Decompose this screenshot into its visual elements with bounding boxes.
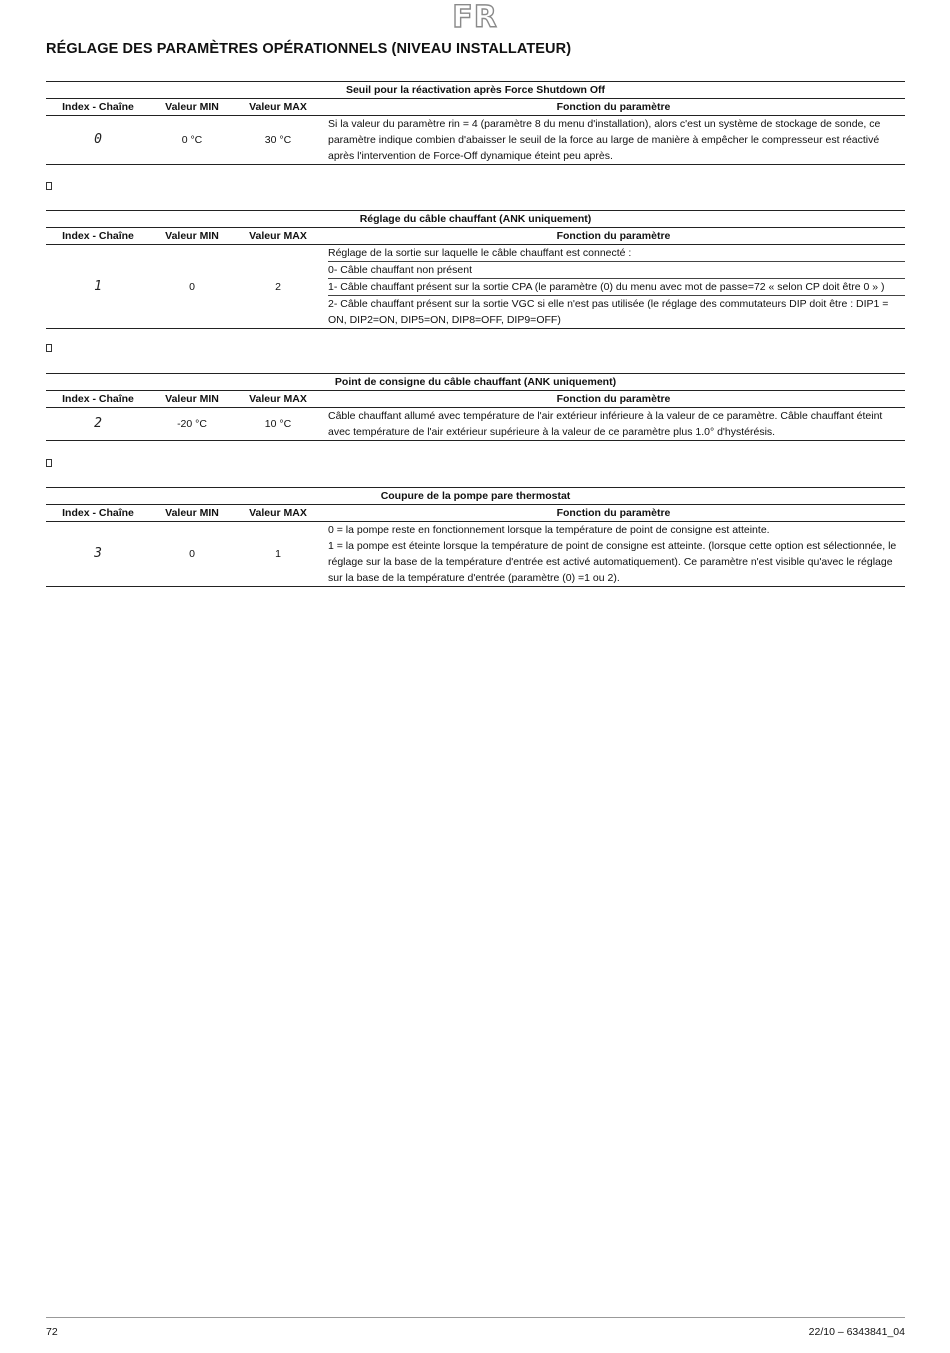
description-line: 1- Câble chauffant présent sur la sortie CPA (le paramètre (0) du menu avec mot de passe=72 « selon CP doit être 0 » ) <box>328 278 905 295</box>
param-table-pump-cutoff <box>46 487 905 587</box>
col-header-index: Index - Chaîne <box>46 391 150 408</box>
language-badge: FR <box>452 0 498 35</box>
param-index: 0 <box>94 132 102 147</box>
param-description <box>322 245 905 329</box>
description-line: 0 = la pompe reste en fonctionnement lorsque la température de point de consigne est atteinte. <box>328 524 770 536</box>
col-header-function: Fonction du paramètre <box>322 391 905 408</box>
col-header-min: Valeur MIN <box>150 99 234 116</box>
col-header-max: Valeur MAX <box>234 228 322 245</box>
param-index: 2 <box>94 416 102 431</box>
col-header-max: Valeur MAX <box>234 505 322 522</box>
footer-divider <box>46 1317 905 1318</box>
description-line: 0- Câble chauffant non présent <box>328 261 905 278</box>
min-value: -20 °C <box>150 408 234 441</box>
description-line: 1 = la pompe est éteinte lorsque la température de point de consigne est atteinte. (lorsque cette option est sélectionnée, le réglage sur la base de la température d'entrée est activé automatiquement). Ce paramètre n'est visible qu'avec le réglage sur la base de la température d'entrée (paramètre (0) =1 ou 2). <box>328 540 897 584</box>
table-row <box>46 116 905 165</box>
max-value: 1 <box>234 522 322 587</box>
max-value: 10 °C <box>234 408 322 441</box>
param-table-force-shutdown <box>46 81 905 165</box>
table-title: Réglage du câble chauffant (ANK uniquement) <box>46 211 905 228</box>
col-header-max: Valeur MAX <box>234 391 322 408</box>
max-value: 30 °C <box>234 116 322 165</box>
param-index: 1 <box>94 278 102 294</box>
missing-glyph-icon <box>46 344 52 352</box>
param-description <box>322 522 905 587</box>
missing-glyph-icon <box>46 459 52 467</box>
col-header-index: Index - Chaîne <box>46 99 150 116</box>
description-line: Si la valeur du paramètre rin = 4 (paramètre 8 du menu d'installation), alors c'est un système de stockage de sonde, ce paramètre indique combien d'abaisser le seuil de la force au large de manière à empêcher le compresseur est réactivé après l'intervention de Force-Off dynamique éteint peu après. <box>328 118 881 162</box>
col-header-min: Valeur MIN <box>150 391 234 408</box>
col-header-max: Valeur MAX <box>234 99 322 116</box>
col-header-function: Fonction du paramètre <box>322 228 905 245</box>
min-value: 0 °C <box>150 116 234 165</box>
table-title: Point de consigne du câble chauffant (ANK uniquement) <box>46 374 905 391</box>
table-row <box>46 408 905 441</box>
description-line: Réglage de la sortie sur laquelle le câble chauffant est connecté : <box>328 247 632 259</box>
max-value: 2 <box>234 245 322 329</box>
min-value: 0 <box>150 245 234 329</box>
col-header-index: Index - Chaîne <box>46 228 150 245</box>
param-index: 3 <box>94 546 102 561</box>
page-title: RÉGLAGE DES PARAMÈTRES OPÉRATIONNELS (NIVEAU INSTALLATEUR) <box>46 41 572 57</box>
param-description <box>322 116 905 165</box>
description-line: 2- Câble chauffant présent sur la sortie VGC si elle n'est pas utilisée (le réglage des commutateurs DIP doit être : DIP1 = ON, DIP2=ON, DIP5=ON, DIP8=OFF, DIP9=OFF) <box>328 295 905 328</box>
min-value: 0 <box>150 522 234 587</box>
col-header-min: Valeur MIN <box>150 228 234 245</box>
col-header-min: Valeur MIN <box>150 505 234 522</box>
document-reference: 22/10 – 6343841_04 <box>808 1326 905 1338</box>
param-table-heating-cable <box>46 210 905 329</box>
col-header-function: Fonction du paramètre <box>322 99 905 116</box>
page-number: 72 <box>46 1326 58 1338</box>
missing-glyph-icon <box>46 182 52 190</box>
param-table-heating-cable-setpoint <box>46 373 905 441</box>
table-title: Coupure de la pompe pare thermostat <box>46 488 905 505</box>
description-line: Câble chauffant allumé avec température de l'air extérieur inférieure à la valeur de ce paramètre. Câble chauffant éteint avec température de l'air extérieur supérieure à la valeur de ce paramètre plus 1.0° d'hystérésis. <box>328 410 883 438</box>
table-row <box>46 522 905 587</box>
param-description <box>322 408 905 441</box>
col-header-function: Fonction du paramètre <box>322 505 905 522</box>
col-header-index: Index - Chaîne <box>46 505 150 522</box>
table-row <box>46 245 905 329</box>
table-title: Seuil pour la réactivation après Force Shutdown Off <box>46 82 905 99</box>
